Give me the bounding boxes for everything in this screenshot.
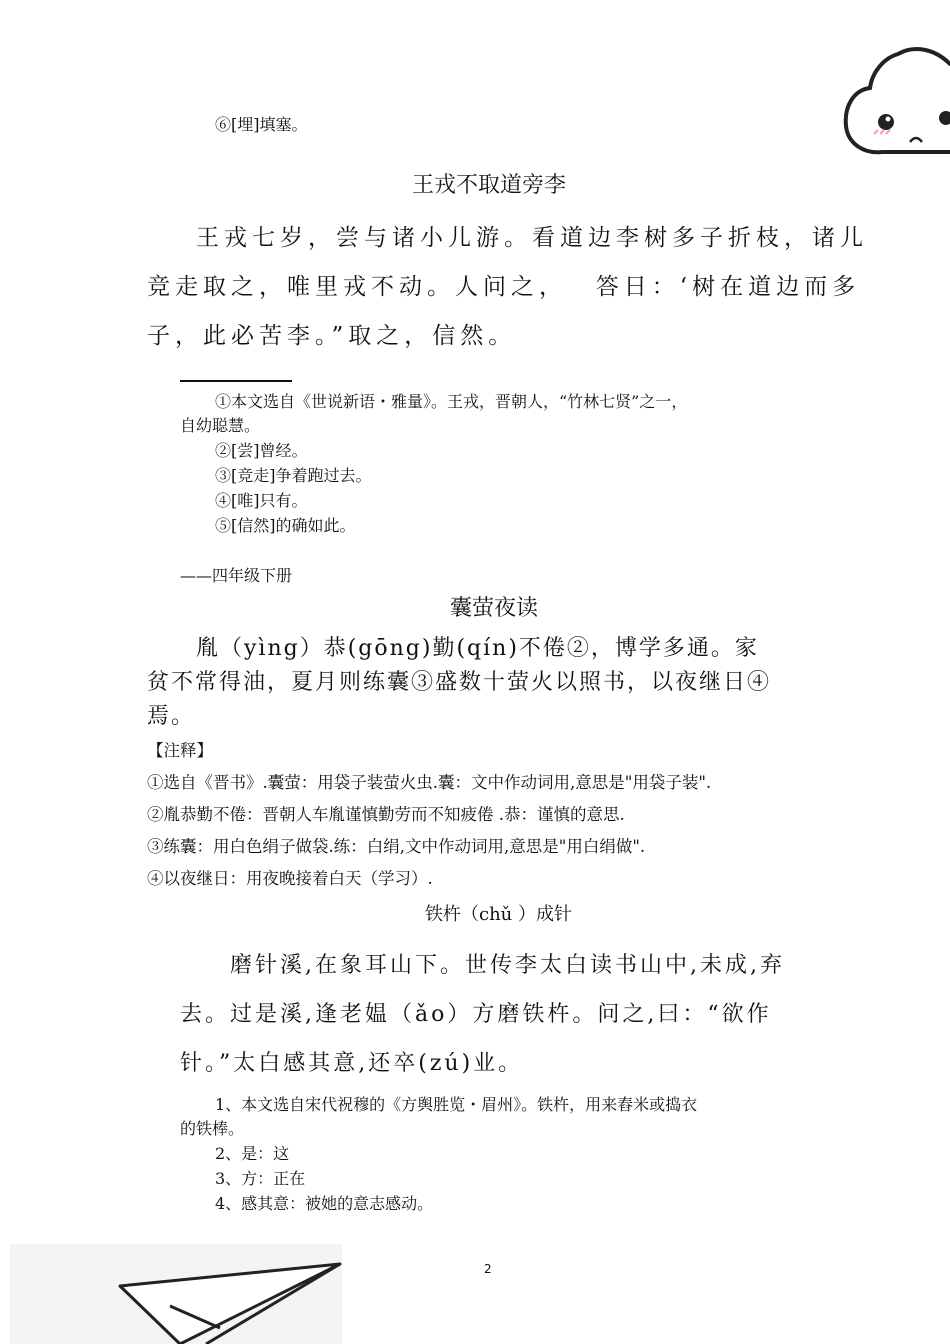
cloud-face-doodle	[836, 30, 950, 160]
story1-line: 竞走取之，唯里戎不动。人问之， 答日：‘树在道边而多	[147, 274, 861, 300]
story1-title: 王戎不取道旁李	[412, 173, 567, 198]
story1-note: ①本文选自《世说新语・雅量》。王戎，晋朝人，“竹林七贤”之一，	[215, 392, 688, 411]
story1-line: 子，此必苦李。”取之，信然。	[147, 323, 517, 349]
story1-note: ③[竞走]争着跑过去。	[215, 466, 372, 485]
story3-line: 针。”太白感其意,还卒(zú)业。	[180, 1051, 524, 1076]
story1-note: 自幼聪慧。	[180, 416, 261, 435]
story2-line: 焉。	[147, 704, 196, 729]
story1-note: ⑤[信然]的确如此。	[215, 516, 356, 535]
story2-note: ④以夜继日：用夜晚接着白天（学习）.	[147, 869, 433, 888]
story3-note: 的铁棒。	[180, 1119, 245, 1138]
story1-note: ④[唯]只有。	[215, 491, 308, 510]
top-note: ⑥[埋]填塞。	[215, 115, 308, 134]
story3-title: 铁杵（chǔ ）成针	[425, 904, 572, 925]
story2-note: ②胤恭勤不倦：晋朝人车胤谨慎勤劳而不知疲倦 .恭：谨慎的意思.	[147, 805, 625, 824]
story2-notes-heading: 【注释】	[147, 741, 213, 760]
story3-line: 磨针溪,在象耳山下。世传李太白读书山中,未成,弃	[230, 953, 785, 978]
page-number: 2	[484, 1262, 492, 1276]
story2-line: 贫不常得油，夏月则练囊③盛数十萤火以照书，以夜继日④	[147, 670, 772, 695]
footnote-rule	[180, 380, 292, 382]
story3-line: 去。过是溪,逢老媪（ǎo）方磨铁杵。问之,曰：“欲作	[180, 1002, 772, 1027]
story2-line: 胤（yìng）恭(gōng)勤(qín)不倦②，博学多通。家	[196, 636, 759, 661]
story2-title: 囊萤夜读	[450, 596, 539, 621]
story3-note: 4、感其意：被她的意志感动。	[215, 1194, 434, 1213]
story3-note: 3、方：正在	[215, 1169, 306, 1188]
story1-note: ②[尝]曾经。	[215, 441, 308, 460]
paper-plane-doodle	[10, 1244, 342, 1344]
story2-note: ①选自《晋书》.囊萤：用袋子装萤火虫.囊：文中作动词用,意思是"用袋子装".	[147, 773, 712, 792]
story1-source: ——四年级下册	[180, 566, 293, 585]
story3-note: 1、本文选自宋代祝穆的《方舆胜览・眉州》。铁杵，用来舂米或捣衣	[215, 1095, 698, 1114]
story3-note: 2、是：这	[215, 1144, 290, 1163]
story1-line: 王戎七岁，尝与诸小儿游。看道边李树多子折枝，诸儿	[196, 225, 868, 251]
story2-note: ③练囊：用白色绢子做袋.练：白绢,文中作动词用,意思是"用白绢做".	[147, 837, 646, 856]
